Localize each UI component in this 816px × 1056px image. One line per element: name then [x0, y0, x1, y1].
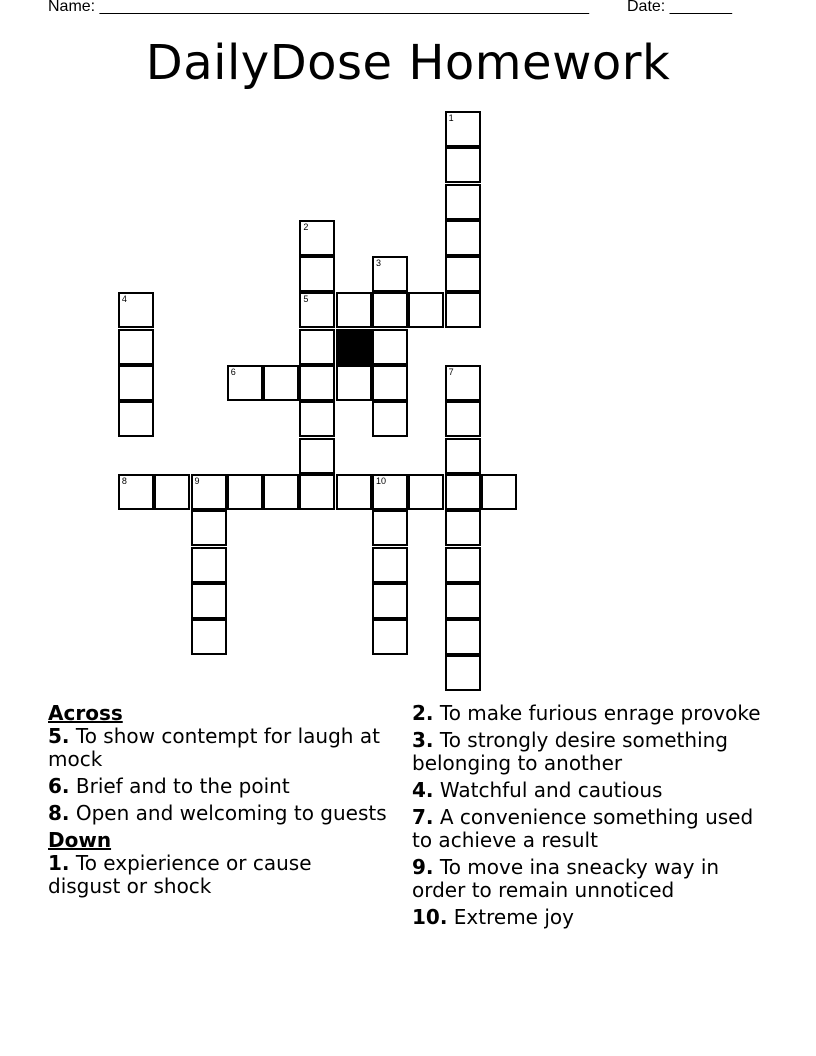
across-clue-list: [48, 725, 388, 825]
crossword-cell[interactable]: [372, 292, 408, 328]
crossword-black-cell: [336, 329, 372, 365]
crossword-cell[interactable]: [191, 474, 227, 510]
crossword-cell[interactable]: [372, 583, 408, 619]
clue-number: 5: [303, 294, 309, 305]
crossword-cell[interactable]: [445, 147, 481, 183]
clue-number-label: 2.: [412, 701, 434, 725]
crossword-cell[interactable]: [408, 292, 444, 328]
crossword-cell[interactable]: [191, 510, 227, 546]
clue-number-label: 10.: [412, 905, 448, 929]
crossword-cell[interactable]: [445, 256, 481, 292]
clue-number: 1: [448, 112, 454, 123]
crossword-cell[interactable]: [118, 474, 154, 510]
crossword-cell[interactable]: [445, 583, 481, 619]
crossword-cell[interactable]: [118, 365, 154, 401]
clue-item: [412, 729, 762, 775]
crossword-cell[interactable]: [445, 365, 481, 401]
clue-item: [412, 906, 762, 929]
clue-text: A convenience something used to achieve a result: [412, 805, 754, 852]
clue-text: To move ina sneacky way in order to remain unnoticed: [412, 855, 720, 902]
clues-left-column: [48, 702, 388, 902]
clue-number: 10: [376, 475, 387, 486]
clue-item: [412, 806, 762, 852]
clue-item: [412, 702, 762, 725]
crossword-cell[interactable]: [372, 365, 408, 401]
name-field-label: Name: _______________________________________________________: [48, 0, 589, 15]
clue-number: 9: [194, 475, 200, 486]
crossword-cell[interactable]: [299, 365, 335, 401]
crossword-cell[interactable]: [118, 401, 154, 437]
crossword-cell[interactable]: [299, 256, 335, 292]
across-heading: Across: [48, 701, 123, 725]
crossword-cell[interactable]: [372, 547, 408, 583]
clue-text: Brief and to the point: [69, 774, 290, 798]
crossword-cell[interactable]: [445, 655, 481, 691]
clue-item: [48, 802, 388, 825]
crossword-cell[interactable]: [445, 474, 481, 510]
crossword-cell[interactable]: [336, 365, 372, 401]
crossword-cell[interactable]: [191, 619, 227, 655]
clue-number-label: 8.: [48, 801, 70, 825]
clue-item: [48, 725, 388, 771]
clue-text: To expierience or cause disgust or shock: [48, 851, 312, 898]
crossword-cell[interactable]: [372, 510, 408, 546]
crossword-cell[interactable]: [227, 474, 263, 510]
clue-text: To strongly desire something belonging to another: [412, 728, 728, 775]
clue-text: Watchful and cautious: [433, 778, 663, 802]
clue-number: 7: [448, 367, 454, 377]
crossword-cell[interactable]: [445, 111, 481, 147]
clue-number: 6: [230, 367, 236, 377]
crossword-cell[interactable]: [191, 547, 227, 583]
clue-item: [48, 852, 388, 898]
clue-number-label: 9.: [412, 855, 434, 879]
clue-number-label: 3.: [412, 728, 434, 752]
crossword-cell[interactable]: [263, 365, 299, 401]
crossword-cell[interactable]: [445, 292, 481, 328]
clue-text: To show contempt for laugh at mock: [48, 724, 380, 771]
crossword-cell[interactable]: [299, 474, 335, 510]
down-clue-list-left: [48, 852, 388, 898]
clue-item: [48, 775, 388, 798]
crossword-cell[interactable]: [118, 292, 154, 328]
clue-number-label: 4.: [412, 778, 434, 802]
clue-text: Extreme joy: [447, 905, 574, 929]
crossword-cell[interactable]: [445, 510, 481, 546]
clue-number-label: 1.: [48, 851, 70, 875]
crossword-cell[interactable]: [299, 292, 335, 328]
crossword-cell[interactable]: [336, 292, 372, 328]
crossword-cell[interactable]: [445, 401, 481, 437]
crossword-cell[interactable]: [299, 438, 335, 474]
clue-item: [412, 856, 762, 902]
crossword-cell[interactable]: [445, 619, 481, 655]
clue-number: 8: [121, 475, 127, 486]
crossword-cell[interactable]: [299, 401, 335, 437]
crossword-cell[interactable]: [408, 474, 444, 510]
crossword-cell[interactable]: [372, 329, 408, 365]
crossword-cell[interactable]: [372, 474, 408, 510]
crossword-cell[interactable]: [263, 474, 299, 510]
crossword-cell[interactable]: [481, 474, 517, 510]
crossword-cell[interactable]: [445, 184, 481, 220]
clue-number-label: 6.: [48, 774, 70, 798]
crossword-cell[interactable]: [191, 583, 227, 619]
down-heading: Down: [48, 828, 112, 852]
clue-number: 2: [303, 221, 309, 232]
clue-number: 4: [121, 294, 127, 305]
date-field-label: Date: _______: [627, 0, 732, 15]
page-title: DailyDose Homework: [145, 35, 671, 91]
clues-right-column: [412, 702, 762, 933]
crossword-cell[interactable]: [299, 329, 335, 365]
crossword-cell[interactable]: [445, 438, 481, 474]
clue-number-label: 5.: [48, 724, 70, 748]
crossword-cell[interactable]: [299, 220, 335, 256]
crossword-cell[interactable]: [154, 474, 190, 510]
clue-text: To make furious enrage provoke: [433, 701, 761, 725]
crossword-cell[interactable]: [372, 401, 408, 437]
crossword-cell[interactable]: [372, 256, 408, 292]
crossword-cell[interactable]: [445, 547, 481, 583]
crossword-cell[interactable]: [336, 474, 372, 510]
crossword-cell[interactable]: [445, 220, 481, 256]
clue-item: [412, 779, 762, 802]
clue-number-label: 7.: [412, 805, 434, 829]
clue-text: Open and welcoming to guests: [69, 801, 387, 825]
down-clue-list-right: [412, 702, 762, 929]
crossword-cell[interactable]: [372, 619, 408, 655]
crossword-cell[interactable]: [227, 365, 263, 401]
clue-number: 3: [376, 258, 382, 269]
crossword-cell[interactable]: [118, 329, 154, 365]
